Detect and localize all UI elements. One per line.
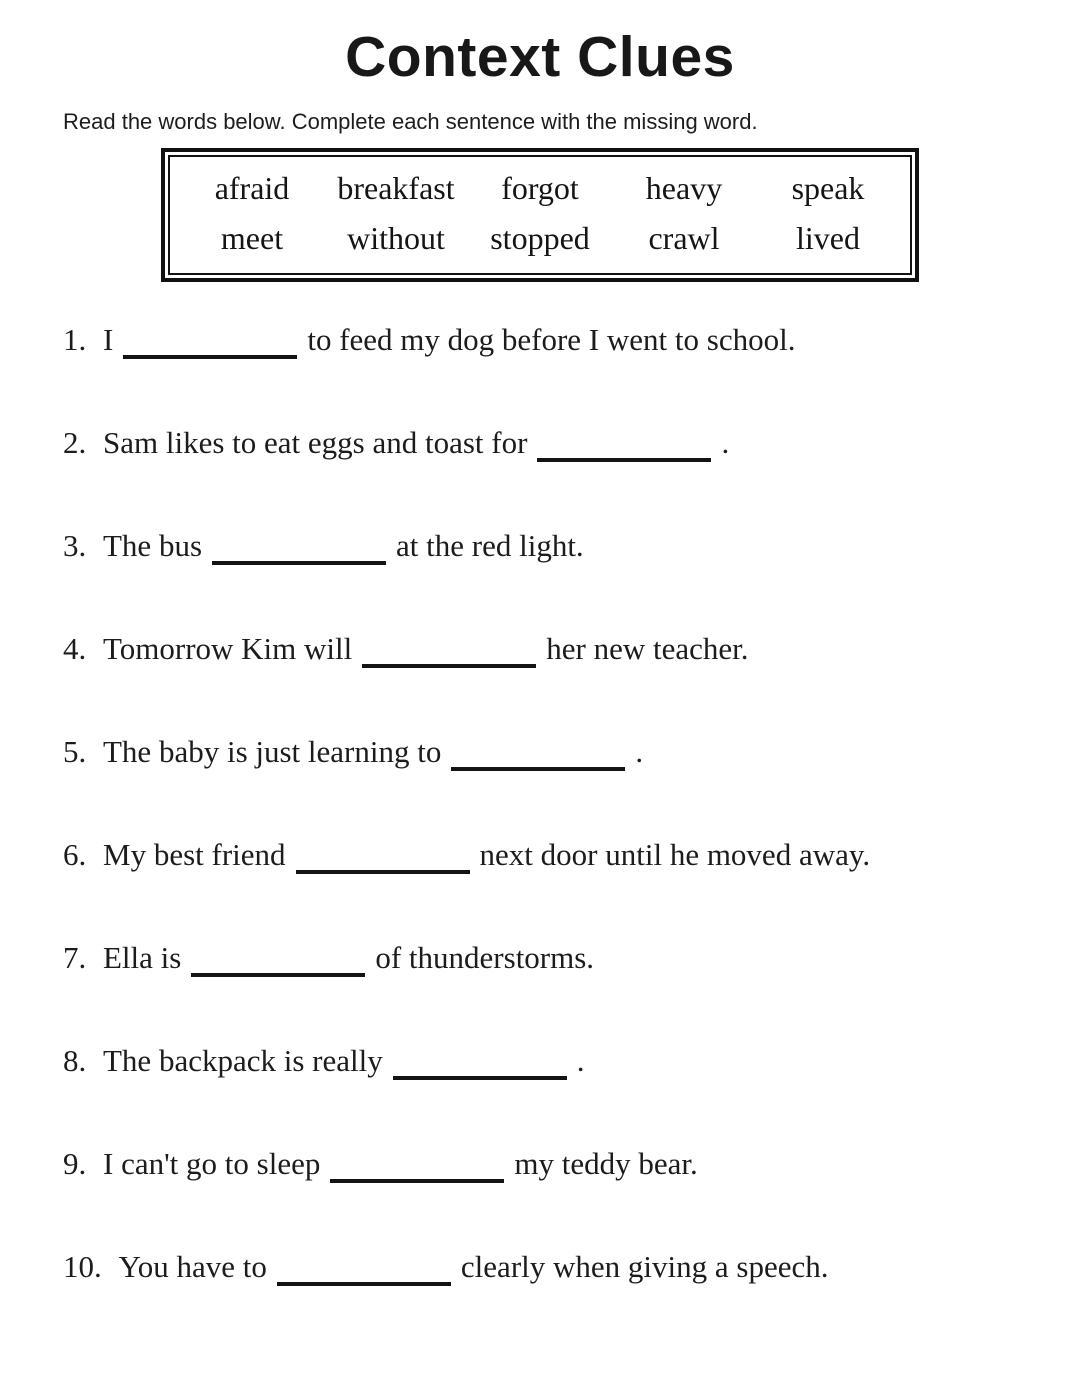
- answer-blank[interactable]: [191, 963, 365, 977]
- question-row: [63, 1037, 1080, 1084]
- question-text-after: clearly when giving a speech.: [460, 1249, 829, 1284]
- word-bank-word: lived: [796, 220, 860, 256]
- question-text-before: The backpack is really: [103, 1043, 383, 1078]
- question-number: 4.: [63, 631, 94, 666]
- answer-blank[interactable]: [296, 860, 470, 874]
- question-row: [63, 419, 1080, 466]
- page-title: Context Clues: [345, 25, 735, 89]
- answer-blank[interactable]: [330, 1169, 504, 1183]
- question-text-before: Ella is: [103, 940, 182, 975]
- question-text-before: Sam likes to eat eggs and toast for: [103, 425, 528, 460]
- question-text-after: .: [721, 425, 730, 460]
- answer-blank[interactable]: [362, 654, 536, 668]
- question-row: [63, 316, 1080, 363]
- question-number: 3.: [63, 528, 94, 563]
- question-row: [63, 522, 1080, 569]
- word-bank-row: [180, 163, 900, 213]
- question-row: [63, 831, 1080, 878]
- answer-blank[interactable]: [212, 551, 386, 565]
- question-text-before: The bus: [103, 528, 203, 563]
- question-text-after: next door until he moved away.: [479, 837, 871, 872]
- word-bank-word: afraid: [214, 170, 290, 206]
- question-text-after: my teddy bear.: [514, 1146, 698, 1181]
- word-bank-word: stopped: [490, 220, 590, 256]
- question-text-after: .: [635, 734, 644, 769]
- question-row: [63, 728, 1080, 775]
- question-text-before: I: [103, 322, 114, 357]
- question-row: [63, 934, 1080, 981]
- question-text-before: My best friend: [103, 837, 286, 872]
- question-row: [63, 1140, 1080, 1187]
- question-text-before: You have to: [118, 1249, 267, 1284]
- question-number: 5.: [63, 734, 94, 769]
- instructions-text: Read the words below. Complete each sentence with the missing word.: [63, 109, 758, 134]
- word-bank-word: forgot: [501, 170, 579, 206]
- answer-blank[interactable]: [393, 1066, 567, 1080]
- answer-blank[interactable]: [123, 345, 297, 359]
- word-bank-word: crawl: [648, 220, 720, 256]
- question-text-before: Tomorrow Kim will: [103, 631, 353, 666]
- word-bank-word: breakfast: [337, 170, 455, 206]
- question-row: [63, 1243, 1080, 1290]
- question-text-after: to feed my dog before I went to school.: [307, 322, 796, 357]
- word-bank-word: speak: [791, 170, 865, 206]
- question-number: 8.: [63, 1043, 94, 1078]
- answer-blank[interactable]: [277, 1272, 451, 1286]
- question-text-after: .: [576, 1043, 585, 1078]
- answer-blank[interactable]: [451, 757, 625, 771]
- word-bank-word: meet: [220, 220, 284, 256]
- question-row: [63, 625, 1080, 672]
- word-bank: [161, 148, 919, 282]
- question-text-after: at the red light.: [396, 528, 584, 563]
- question-number: 7.: [63, 940, 94, 975]
- question-text-before: The baby is just learning to: [103, 734, 442, 769]
- word-bank-word: without: [347, 220, 445, 256]
- question-text-after: her new teacher.: [546, 631, 749, 666]
- word-bank-row: [180, 213, 900, 263]
- question-number: 2.: [63, 425, 94, 460]
- answer-blank[interactable]: [537, 448, 711, 462]
- questions-list: [63, 316, 1080, 1290]
- question-text-before: I can't go to sleep: [103, 1146, 321, 1181]
- word-bank-word: heavy: [645, 170, 723, 206]
- question-number: 6.: [63, 837, 94, 872]
- word-bank-inner: [168, 155, 912, 275]
- question-number: 9.: [63, 1146, 94, 1181]
- question-text-after: of thunderstorms.: [375, 940, 595, 975]
- question-number: 10.: [63, 1249, 110, 1284]
- question-number: 1.: [63, 322, 94, 357]
